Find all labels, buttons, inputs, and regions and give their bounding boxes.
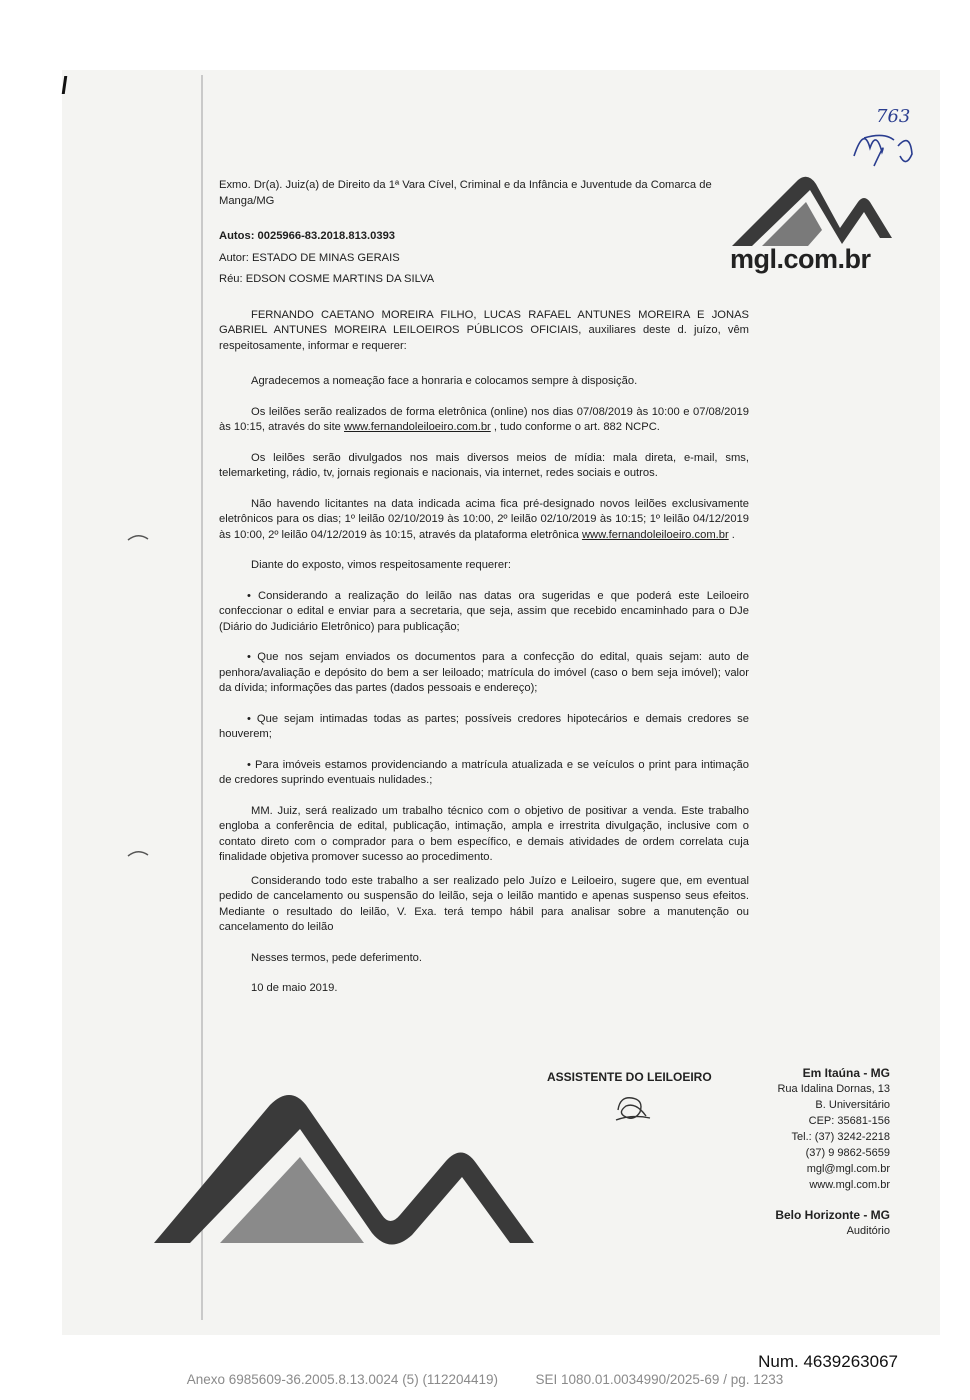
request-bullet: • Considerando a realização do leilão nas datas ora sugeridas e que poderá este Leiloeiro confeccionar o edital e enviar para a secretaria, que seja, assim que recebido encaminhado para o DJe (Diário do Judiciário Eletrônico) para publicação;: [219, 589, 749, 633]
request-bullet: • Que nos sejam enviados os documentos para a confecção do edital, quais sejam: auto de penhora/avaliação e depósito do bem a ser leiloado; matrícula do imóvel (caso o bem seja imóvel); valor da dívida; informações das partes (dados pessoais e endereço);: [219, 651, 749, 694]
footer-annex: Anexo 6985609-36.2005.8.13.0024 (5) (112204419): [186, 1372, 499, 1387]
company-logo: [728, 168, 894, 248]
no-bidders-text-end: .: [728, 528, 735, 541]
address-phone: Tel.: (37) 3242-2218: [791, 1131, 890, 1143]
advertising-paragraph: Os leilões serão divulgados nos mais diversos meios de mídia: mala direta, e-mail, sms, telemarketing, rádio, tv, jornais regionais e nacionais, via internet, redes sociais e outros.: [219, 451, 749, 479]
logo-site-text: mgl.com.br: [730, 244, 871, 274]
letter-date: 10 de maio 2019.: [251, 982, 338, 994]
auction-site-link[interactable]: www.fernandoleiloeiro.com.br: [344, 421, 491, 433]
thanks-paragraph: Agradecemos a nomeação face a honraria e colocamos sempre à disposição.: [251, 375, 638, 387]
request-paragraph: Diante do exposto, vimos respeitosamente requerer:: [251, 559, 511, 571]
punch-mark: [127, 848, 149, 858]
case-defendant: Réu: EDSON COSME MARTINS DA SILVA: [219, 273, 435, 285]
auction-dates-paragraph: [219, 405, 749, 436]
case-plaintiff: Autor: ESTADO DE MINAS GERAIS: [219, 251, 400, 264]
signature: [612, 1090, 652, 1126]
request-bullet: • Que sejam intimadas todas as partes; possíveis credores hipotecários e demais credores se houverem;: [219, 712, 749, 740]
judge-paragraph: MM. Juiz, será realizado um trabalho técnico com o objetivo de positivar a venda. Este trabalho engloba a conferência de edital, publicação, intimação, ampla e irrestrita divulgação, inclusive com o contato direto com o comprador para o bem específico, e demais atividades de ordem correlata cuja finalidade objetiva promover sucesso ao procedimento.: [219, 804, 749, 863]
address-email[interactable]: mgl@mgl.com.br: [806, 1163, 890, 1175]
auction-dates-text-end: , tudo conforme o art. 882 NCPC.: [490, 421, 660, 433]
punch-mark: [127, 532, 149, 542]
address-web[interactable]: www.mgl.com.br: [809, 1179, 890, 1191]
footer-sei: SEI 1080.01.0034990/2025-69 / pg. 1233: [535, 1372, 784, 1387]
document-number: Num. 4639263067: [758, 1352, 898, 1371]
closing-line: Nesses termos, pede deferimento.: [251, 951, 423, 964]
cancellation-paragraph: Considerando todo este trabalho a ser realizado pelo Juízo e Leiloeiro, sugere que, em eventual pedido de cancelamento ou suspensão do leilão, seja o leilão mantido e apenas suspenso seus efeitos. Mediante o resultado do leilão, V. Exa. terá tempo hábil para analisar sobre a manutenção ou cancelamento do leilão: [219, 874, 749, 933]
address-venue: Auditório: [846, 1225, 890, 1237]
salutation: Exmo. Dr(a). Juiz(a) de Direito da 1ª Vara Cível, Criminal e da Infância e Juventude da Comarca de Manga/MG: [219, 179, 712, 207]
intro-paragraph: FERNANDO CAETANO MOREIRA FILHO, LUCAS RAFAEL ANTUNES MOREIRA E JONAS GABRIEL ANTUNES MOREIRA LEILOEIROS PÚBLICOS OFICIAIS, auxiliares deste d. juízo, vêm respeitosamente, informar e requerer:: [219, 308, 749, 352]
footer-reference: [0, 1372, 970, 1387]
address-cep: CEP: 35681-156: [808, 1115, 890, 1127]
platform-link[interactable]: www.fernandoleiloeiro.com.br: [581, 528, 729, 541]
request-bullet: • Para imóveis estamos providenciando a matrícula atualizada e se veículos o print para intimação de credores suprindo eventuais nulidades.;: [219, 758, 749, 786]
no-bidders-text: Não havendo licitantes na data indicada acima fica pré-designado novos leilões exclusivamente eletrônicos para os dias; 1º leilão 02/10/2019 às 10:00, 2º leilão 02/10/2019 às 10:15; 1º leilão 04/12/2019 às 10:00, 2º leilão 04/12/2019 às 10:15, através da plataforma eletrônica: [219, 497, 749, 541]
address-city-2: Belo Horizonte - MG: [775, 1208, 890, 1222]
address-mobile: (37) 9 9862-5659: [805, 1147, 890, 1159]
auction-dates-text: Os leilões serão realizados de forma eletrônica (online) nos dias 07/08/2019 às 10:00 e 07/08/2019 às 10:15, através do site: [219, 405, 749, 433]
case-number: Autos: 0025966-83.2018.813.0393: [219, 230, 396, 242]
address-street: Rua Idalina Dornas, 13: [777, 1083, 890, 1095]
letter-body: [219, 178, 749, 997]
address-district: B. Universitário: [815, 1099, 890, 1111]
company-logo-large: [150, 1085, 535, 1245]
no-bidders-paragraph: [219, 497, 749, 544]
signature-label: ASSISTENTE DO LEILOEIRO: [547, 1070, 712, 1084]
address-city: Em Itaúna - MG: [802, 1066, 890, 1080]
handwritten-number: 763: [876, 106, 911, 127]
company-address: [730, 1065, 890, 1239]
